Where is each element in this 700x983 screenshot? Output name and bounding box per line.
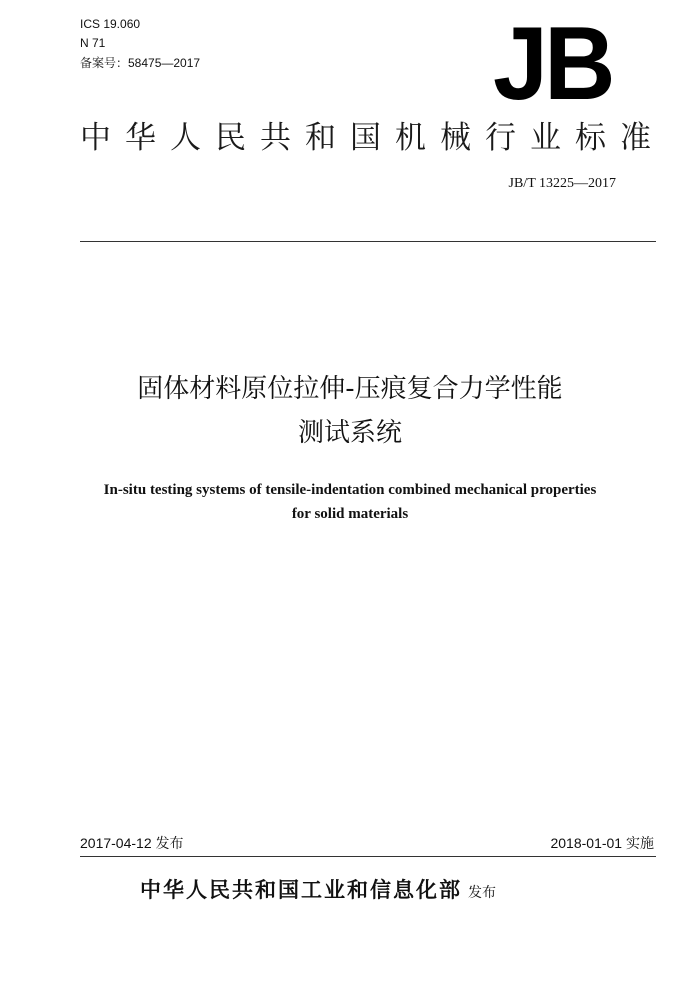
issuer	[140, 875, 496, 908]
standard-number: JB/T 13225—2017	[508, 176, 616, 191]
industry-standard-title: 中华人民共和国机械行业标准	[80, 120, 665, 156]
issuer-suffix: 发布	[468, 885, 496, 901]
ics-code: ICS 19.060	[80, 17, 141, 31]
chinese-title-line-2: 测试系统	[297, 418, 402, 448]
english-title-line-2: for solid materials	[291, 506, 409, 522]
english-title-line-1: In-situ testing systems of tensile-indentation combined mechanical properties	[103, 482, 597, 498]
issue-date: 2017-04-12 发布	[80, 835, 184, 851]
filing-number: 备案号：58475—2017	[80, 56, 201, 70]
effective-date: 2018-01-01 实施	[550, 835, 654, 851]
jb-logo: JB	[493, 24, 612, 104]
bottom-divider	[80, 856, 656, 857]
top-divider	[80, 241, 656, 242]
issuer-name: 中华人民共和国工业和信息化部	[140, 878, 462, 902]
classification-code: N 71	[80, 36, 106, 50]
chinese-title-line-1: 固体材料原位拉伸-压痕复合力学性能	[137, 374, 563, 404]
